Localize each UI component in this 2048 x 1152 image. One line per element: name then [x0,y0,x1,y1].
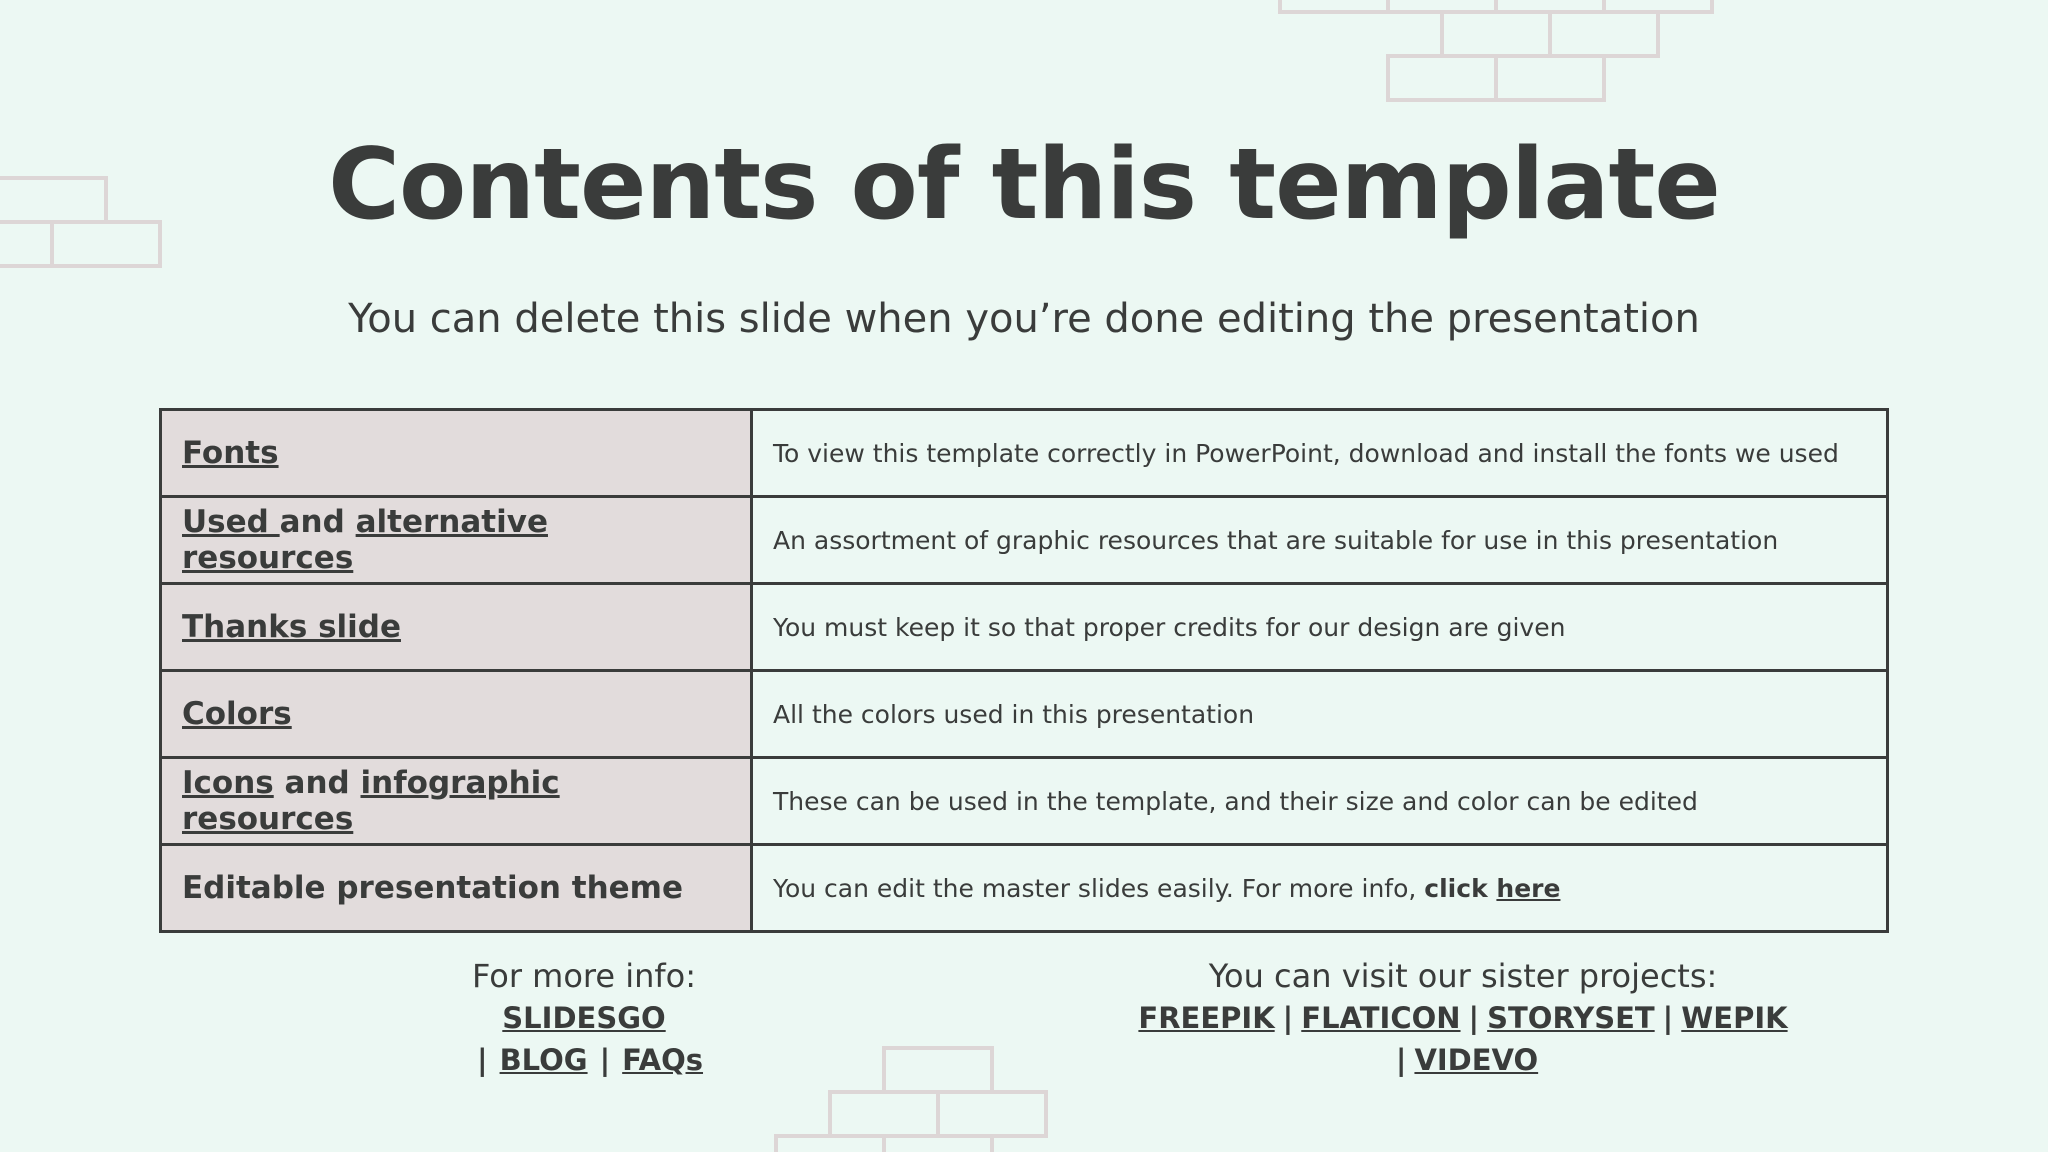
footer-link-wepik[interactable]: WEPIK [1681,1001,1788,1035]
row-description-cell [752,671,1888,758]
link-separator: | [1395,1043,1407,1077]
row-description-cell [752,845,1888,932]
footer-sister-projects-links [1063,997,1863,1081]
row-description: An assortment of graphic resources that are suitable for use in this presentation [773,525,1779,555]
row-description: All the colors used in this presentation [773,699,1255,729]
footer-more-info-links [384,997,784,1081]
row-label-link[interactable]: alternative resources [182,504,548,576]
row-description-cell [752,584,1888,671]
brick-shape [1280,0,1388,12]
row-label-text: Editable presentation theme [182,870,683,906]
row-label-text: and [279,504,356,540]
row-description-cell [752,758,1888,845]
row-label-link[interactable]: infographic resources [182,765,560,837]
row-label-link[interactable]: Fonts [182,435,279,471]
table-row [161,584,1888,671]
row-label-text: and [273,765,361,801]
row-label-link[interactable]: Thanks slide [182,609,401,645]
row-label-cell [161,497,752,584]
row-description: To view this template correctly in PowerPoint, download and install the fonts we used [773,438,1839,468]
page-title: Contents of this template [328,128,1720,242]
row-description-cell [752,410,1888,497]
brick-shape [1550,12,1658,56]
row-label-cell [161,584,752,671]
table-row [161,845,1888,932]
link-separator: | [599,1043,611,1077]
row-label-link[interactable]: Used [182,504,280,540]
row-label-cell [161,758,752,845]
row-label-link[interactable]: Icons [182,765,274,801]
row-description: You must keep it so that proper credits for our design are given [773,612,1566,642]
link-separator: | [476,1043,488,1077]
row-description: These can be used in the template, and their size and color can be edited [773,786,1698,816]
row-label-link[interactable]: Colors [182,696,292,732]
link-separator: | [1282,1001,1294,1035]
brick-shape [884,1048,992,1092]
row-label-cell [161,845,752,932]
footer-more-info [384,955,784,1081]
brick-shape [884,1136,992,1152]
click-text: click [1424,873,1497,903]
row-label-cell [161,671,752,758]
footer-sister-projects [1063,955,1863,1081]
table-row [161,497,1888,584]
footer-more-info-heading: For more info: [471,957,697,995]
table-row [161,671,1888,758]
row-description: You can edit the master slides easily. For more info, [773,873,1425,903]
contents-table [159,408,1889,933]
link-separator: | [1662,1001,1674,1035]
page-subtitle: You can delete this slide when you’re done editing the presentation [348,296,1700,342]
brick-shape [830,1092,938,1136]
footer-link-blog[interactable]: BLOG [499,1043,588,1077]
footer-link-storyset[interactable]: STORYSET [1487,1001,1655,1035]
brick-shape [776,1136,884,1152]
footer-link-slidesgo[interactable]: SLIDESGO [502,1001,666,1035]
brick-shape [1442,12,1550,56]
here-link[interactable]: here [1496,873,1561,903]
table-row [161,758,1888,845]
row-description-cell [752,497,1888,584]
footer-link-faqs[interactable]: FAQs [622,1043,704,1077]
footer-link-videvo[interactable]: VIDEVO [1414,1043,1539,1077]
footer-link-flaticon[interactable]: FLATICON [1301,1001,1461,1035]
footer-link-freepik[interactable]: FREEPIK [1138,1001,1275,1035]
row-label-cell [161,410,752,497]
brick-shape [1388,56,1496,100]
link-separator: | [1468,1001,1480,1035]
footer-sister-projects-heading: You can visit our sister projects: [1208,957,1718,995]
brick-shape [1496,56,1604,100]
table-row [161,410,1888,497]
brick-shape [938,1092,1046,1136]
